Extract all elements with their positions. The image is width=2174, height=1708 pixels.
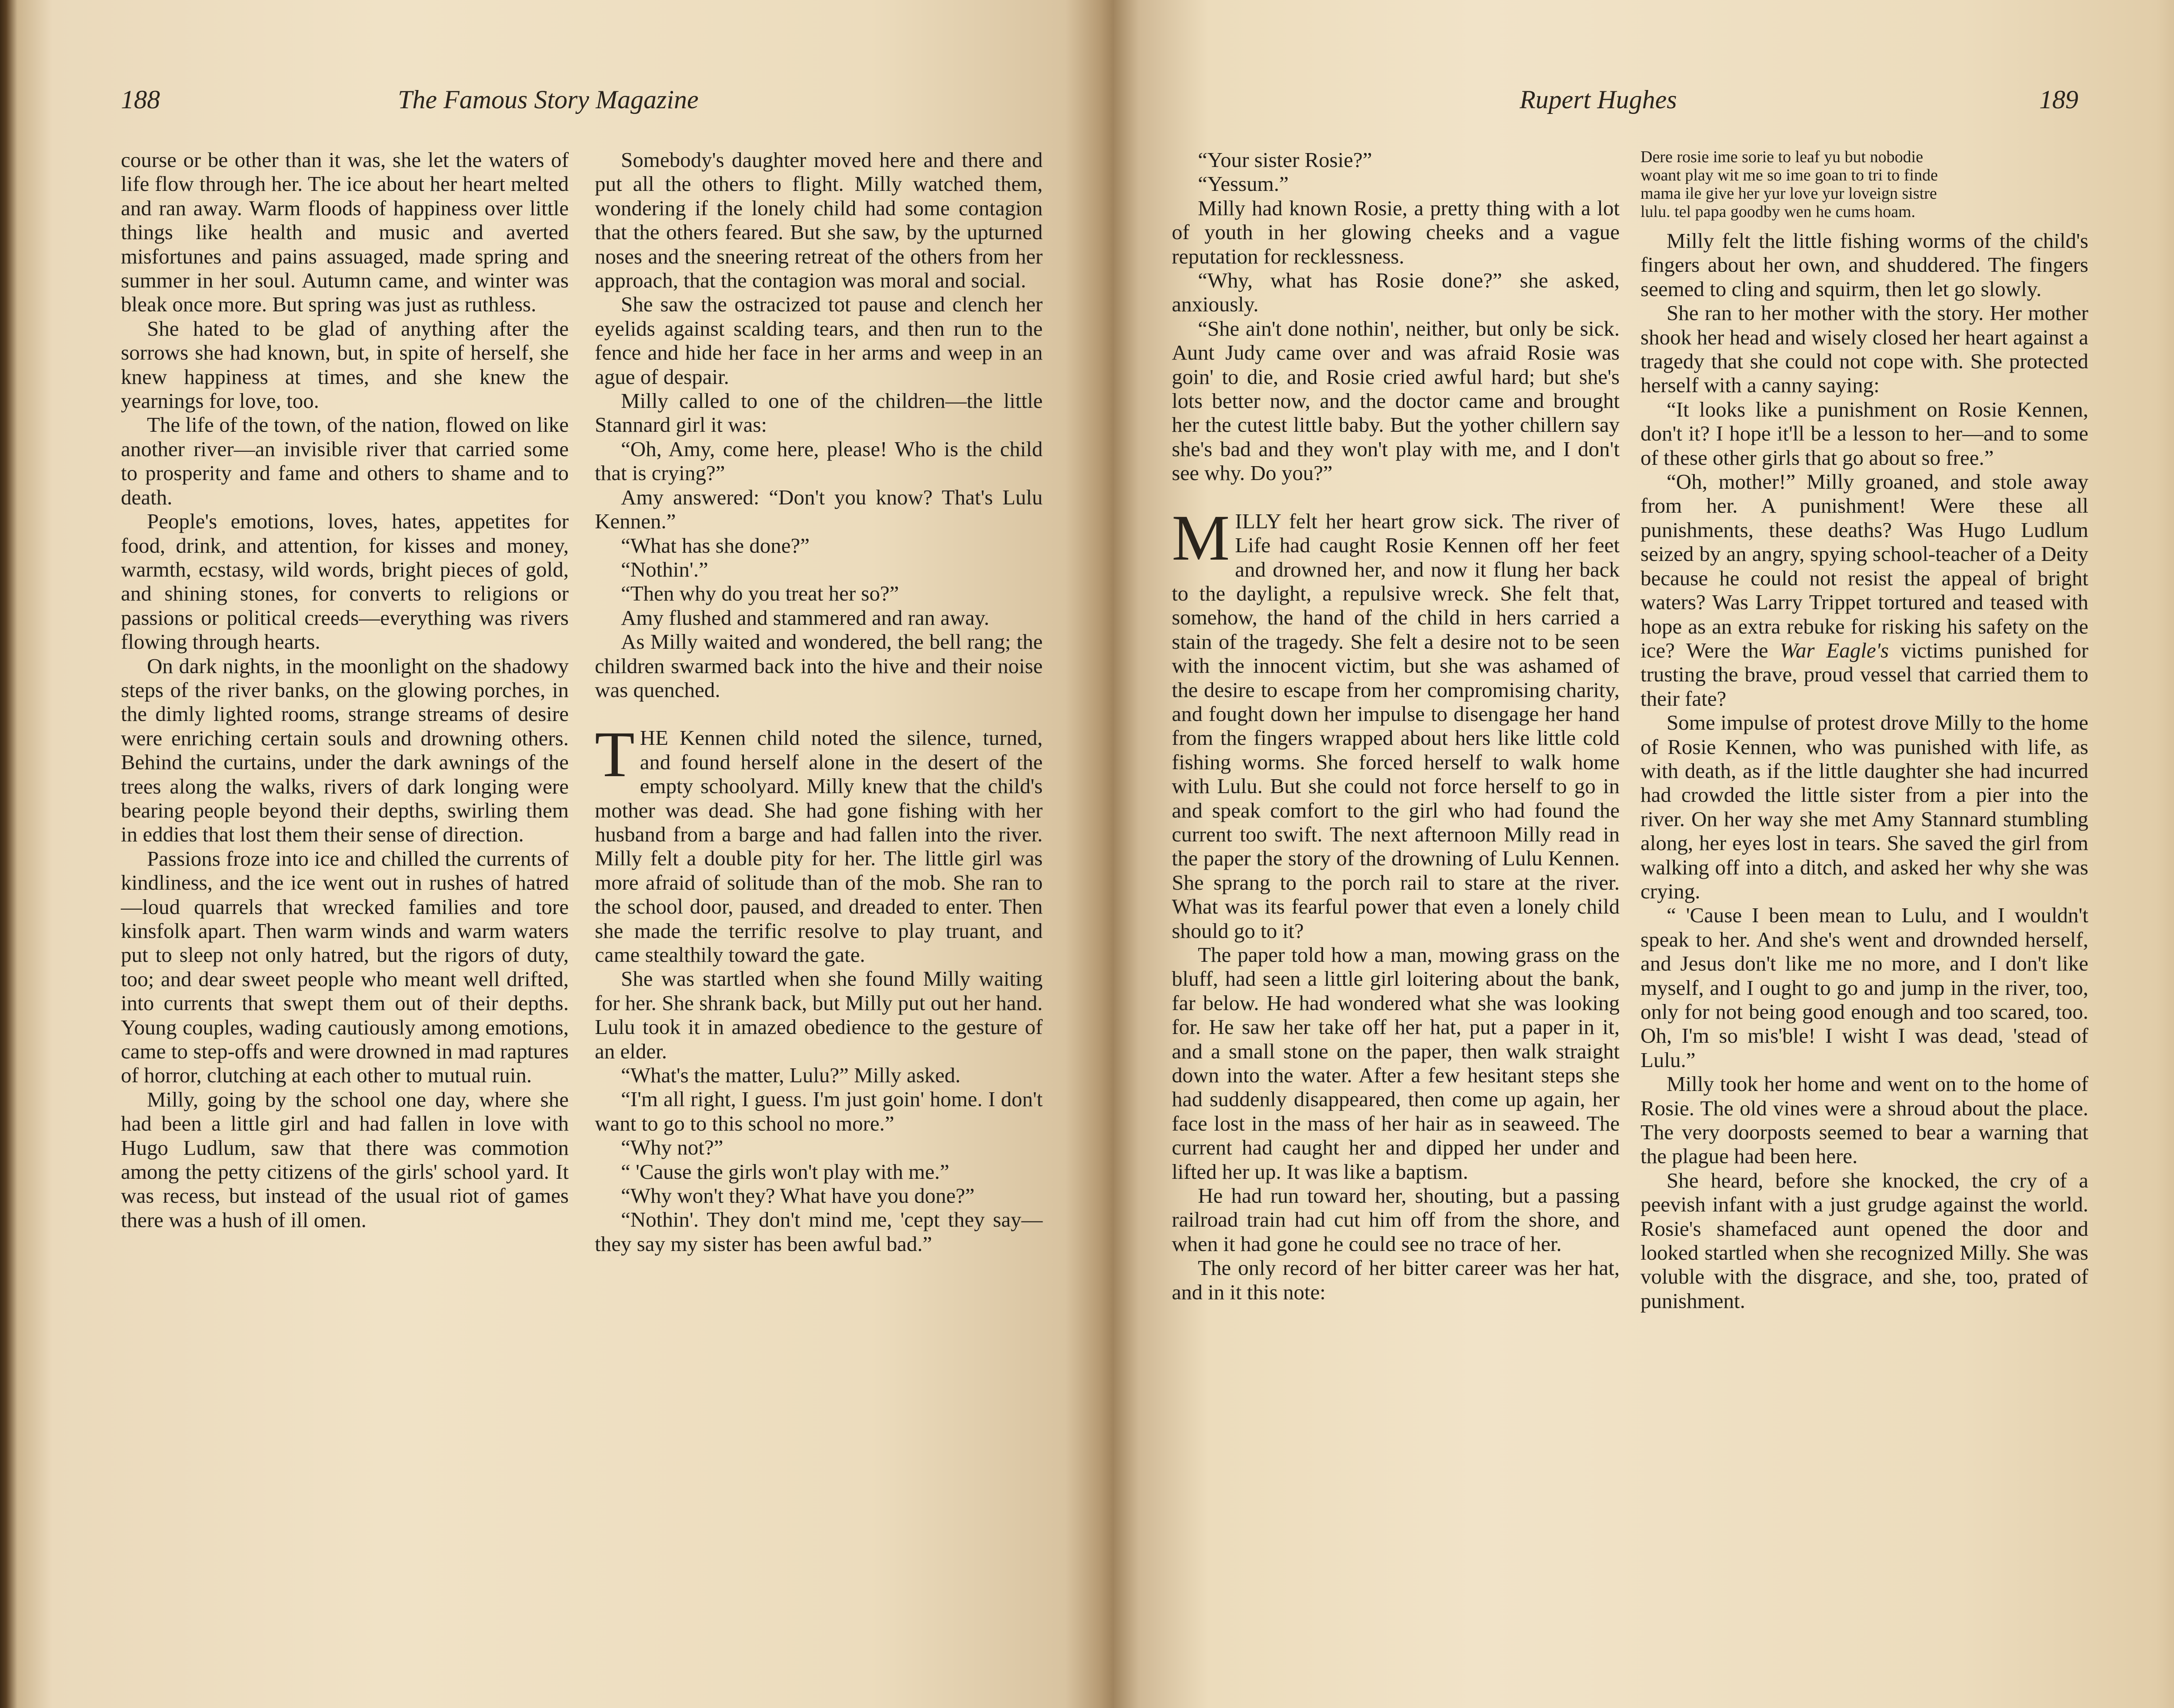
dialogue: “It looks like a punishment on Rosie Kennen, don't it? I hope it'll be a lesson to her—and to some of these other girls that go about so free.” xyxy=(1641,397,2088,470)
paragraph: Milly took her home and went on to the home of Rosie. The old vines were a shroud about the place. The very doorposts seemed to bear a warning that the plague had been here. xyxy=(1641,1072,2088,1168)
dialogue: “Why not?” xyxy=(621,1135,724,1160)
page-number-right: 189 xyxy=(2039,85,2078,114)
paragraph: Milly, going by the school one day, where she had been a little girl and had fallen in love with Hugo Ludlum, saw that there was commotion among the petty citizens of the girls' school yard. It was recess, but instead of the usual riot of games there was a hush of ill omen. xyxy=(121,1087,569,1232)
paragraph: On dark nights, in the moonlight on the shadowy steps of the river banks, on the glowing porches, in the dimly lighted rooms, strange streams of desire were enriching certain souls and drowning others. Behind the curtains, under the dark awnings of the trees along the walks, rivers of dark longing were bearing people beyond their depths, swirling them in eddies that lost them their sense of direction. xyxy=(121,654,569,847)
dialogue: Amy answered: “Don't you know? That's Lulu Kennen.” xyxy=(595,485,1043,534)
paragraph: She heard, before she knocked, the cry of a peevish infant with a just grudge against the world. Rosie's shamefaced aunt opened the door and looked startled when she recognized Milly. She was voluble with the disgrace, and she, too, prated of punishment. xyxy=(1641,1168,2088,1313)
note-line: woant play wit me so ime goan to tri to finde xyxy=(1641,166,1938,184)
paragraph: Milly had known Rosie, a pretty thing with a lot of youth in her glowing cheeks and a vague reputation for recklessness. xyxy=(1172,196,1620,268)
paragraph: Milly called to one of the children—the little Stannard girl it was: xyxy=(595,389,1043,437)
right-column-1 xyxy=(1172,148,1620,1304)
paragraph: People's emotions, loves, hates, appetites for food, drink, and attention, for kisses and money, warmth, ecstasy, wild words, bright pieces of gold, and shining stones, for converts to religions or passions or political creeds—everything was rivers flowing through hearts. xyxy=(121,509,569,654)
dialogue: “What has she done?” xyxy=(621,533,810,557)
drop-cap: M xyxy=(1172,501,1230,574)
section-start: MILLY felt her heart grow sick. The river of Life had caught Rosie Kennen off her feet and drowned her, and now it flung her back to the daylight, a repulsive wreck. She felt that, somehow, the hand of the child in hers carried a stain of the tragedy. She felt a desire not to be seen with the innocent victim, but she was ashamed of the desire to escape from her compromising charity, and fought down her impulse to disengage her hand from the fingers wrapped about hers like little cold fishing worms. She forced herself to walk home with Lulu. But she could not force herself to go in and speak comfort to the girl who had found the current too swift. The next afternoon Milly read in the paper the story of the drowning of Lulu Kennen. She sprang to the porch rail to stare at the river. What was its fearful power that even a lonely child should go to it? xyxy=(1172,501,1620,943)
dialogue: “Oh, Amy, come here, please! Who is the child that is crying?” xyxy=(595,437,1043,485)
paragraph: “Oh, mother!” Milly groaned, and stole away from her. A punishment! Were these all punishments, these deaths? Was Hugo Ludlum seized by an angry, spying school-teacher of a Deity because he could not resist the appeal of bright waters? Was Larry Trippet tortured and teased with hope as an extra rebuke for risking his safety on the ice? Were the War Eagle's victims punished for trusting the brave, proud vessel that carried them to their fate? xyxy=(1641,470,2089,711)
paragraph: Amy flushed and stammered and ran away. xyxy=(621,605,990,630)
paragraph: Passions froze into ice and chilled the currents of kindliness, and the ice went out in rushes of hatred—loud quarrels that wrecked families and tore kinsfolk apart. Then warm winds and warm waters put to sleep not only hatred, but the rigors of duty, too; and dear sweet people who meant well drifted, into currents that swept them out of their depths. Young couples, wading cautiously among emotions, came to step-offs and were drowned in mad raptures of horror, clutching at each other to mutual ruin. xyxy=(121,846,569,1088)
paragraph: Somebody's daughter moved here and there and put all the others to flight. Milly watched them, wondering if the lonely child had some contagion that the others feared. But she saw, by the upturned noses and the sneering retreat of the others from her approach, that the contagion was moral and social. xyxy=(595,148,1043,293)
dialogue: “Nothin'. They don't mind me, 'cept they say—they say my sister has been awful bad.” xyxy=(595,1208,1043,1256)
note-line: mama ile give her yur love yur loveign sistre xyxy=(1641,184,1937,203)
dialogue: “ 'Cause the girls won't play with me.” xyxy=(621,1159,950,1184)
paragraph: She ran to her mother with the story. Her mother shook her head and wisely closed her heart against a tragedy that she could not cope with. She protected herself with a canny saying: xyxy=(1641,301,2088,397)
dialogue: “Then why do you treat her so?” xyxy=(621,581,899,606)
note-line: Dere rosie ime sorie to leaf yu but nobodie xyxy=(1641,148,1924,166)
note-line: lulu. tel papa goodby wen he cums hoam. xyxy=(1641,203,1916,221)
dialogue: “Nothin'.” xyxy=(621,557,708,581)
drop-cap: T xyxy=(595,718,635,791)
paragraph: As Milly waited and wondered, the bell rang; the children swarmed back into the hive and their noise was quenched. xyxy=(595,630,1043,702)
page-number-left: 188 xyxy=(121,85,160,114)
running-head-right: Rupert Hughes xyxy=(1520,85,1677,114)
dialogue: “I'm all right, I guess. I'm just goin' home. I don't want to go to this school no more.” xyxy=(595,1087,1043,1135)
paragraph: She saw the ostracized tot pause and clench her eyelids against scalding tears, and then run to the fence and hide her face in her arms and weep in an ague of despair. xyxy=(595,292,1043,389)
left-column-2 xyxy=(595,148,1043,1256)
ship-name: War Eagle's xyxy=(1780,638,1889,662)
paragraph: course or be other than it was, she let the waters of life flow through her. The ice about her heart melted and ran away. Warm floods of happiness over little things like health and music and averted misfortunes and pains assuaged, made spring and summer in her soul. Autumn came, and winter was bleak once more. But spring was just as ruthless. xyxy=(121,148,569,317)
right-column-2 xyxy=(1641,148,2088,1313)
lulu-note xyxy=(1641,148,2088,221)
paragraph: He had run toward her, shouting, but a passing railroad train had cut him off from the shore, and when it had gone he could see no trace of her. xyxy=(1172,1184,1620,1256)
dialogue: “Why won't they? What have you done?” xyxy=(621,1184,975,1208)
right-page xyxy=(1104,0,2174,1708)
dialogue: “Why, what has Rosie done?” she asked, anxiously. xyxy=(1172,268,1620,317)
section-start: THE Kennen child noted the silence, turned, and found herself alone in the desert of the empty schoolyard. Milly knew that the child's mother was dead. She had gone fishing with her husband from a barge and had fallen into the river. Milly felt a double pity for her. The little girl was more afraid of solitude than of the mob. She ran to the school door, paused, and dreaded to enter. Then she made the terrific resolve to play truant, and came stealthily toward the gate. xyxy=(595,718,1043,967)
paragraph: She hated to be glad of anything after the sorrows she had known, but, in spite of herself, she knew happiness at times, and she knew the yearnings for love, too. xyxy=(121,316,569,413)
dialogue: “What's the matter, Lulu?” Milly asked. xyxy=(621,1063,961,1088)
running-head-left: The Famous Story Magazine xyxy=(398,85,699,114)
paragraph: The paper told how a man, mowing grass on the bluff, had seen a little girl loitering about the bank, far below. He had wondered what she was looking for. He saw her take off her hat, put a paper in it, and a small stone on the paper, then walk straight down into the water. After a few hesitant steps she had suddenly disappeared, then come up again, her face lost in the mass of her hair as in seaweed. The current had caught her and dipped her under and lifted her up. It was like a baptism. xyxy=(1172,943,1620,1184)
paragraph: Some impulse of protest drove Milly to the home of Rosie Kennen, who was punished with life, as with death, as if the little daughter she had incurred had crowded the little sister from a pier into the river. On her way she met Amy Stannard stumbling along, her eyes lost in tears. She saved the girl from walking off into a ditch, and asked her why she was crying. xyxy=(1641,711,2088,903)
paragraph: She was startled when she found Milly waiting for her. She shrank back, but Milly put out her hand. Lulu took it in amazed obedience to the gesture of an elder. xyxy=(595,967,1043,1063)
dialogue: “ 'Cause I been mean to Lulu, and I wouldn't speak to her. And she's went and drownded herself, and Jesus don't like me no more, and I don't like myself, and I ought to go and jump in the river, too, only for not being good enough and too scared, too. Oh, I'm so mis'ble! I wisht I was dead, 'stead of Lulu.” xyxy=(1641,903,2088,1072)
paragraph: Milly felt the little fishing worms of the child's fingers about her own, and shuddered. The fingers seemed to cling and squirm, then let go slowly. xyxy=(1641,229,2088,301)
dialogue: “She ain't done nothin', neither, but only be sick. Aunt Judy came over and was afraid Rosie was goin' to die, and Rosie cried awful hard; but she's lots better now, and the doctor came and brought her the cutest little baby. But the yother chillern say she's bad and they won't play with me, and I don't see why. Do you?” xyxy=(1172,316,1620,485)
paragraph: The only record of her bitter career was her hat, and in it this note: xyxy=(1172,1256,1620,1304)
paragraph: The life of the town, of the nation, flowed on like another river—an invisible river that carried some to prosperity and fame and others to shame and to death. xyxy=(121,413,569,509)
left-column-1 xyxy=(121,148,569,1232)
dialogue: “Your sister Rosie?” xyxy=(1198,148,1372,172)
dialogue: “Yessum.” xyxy=(1198,172,1289,196)
